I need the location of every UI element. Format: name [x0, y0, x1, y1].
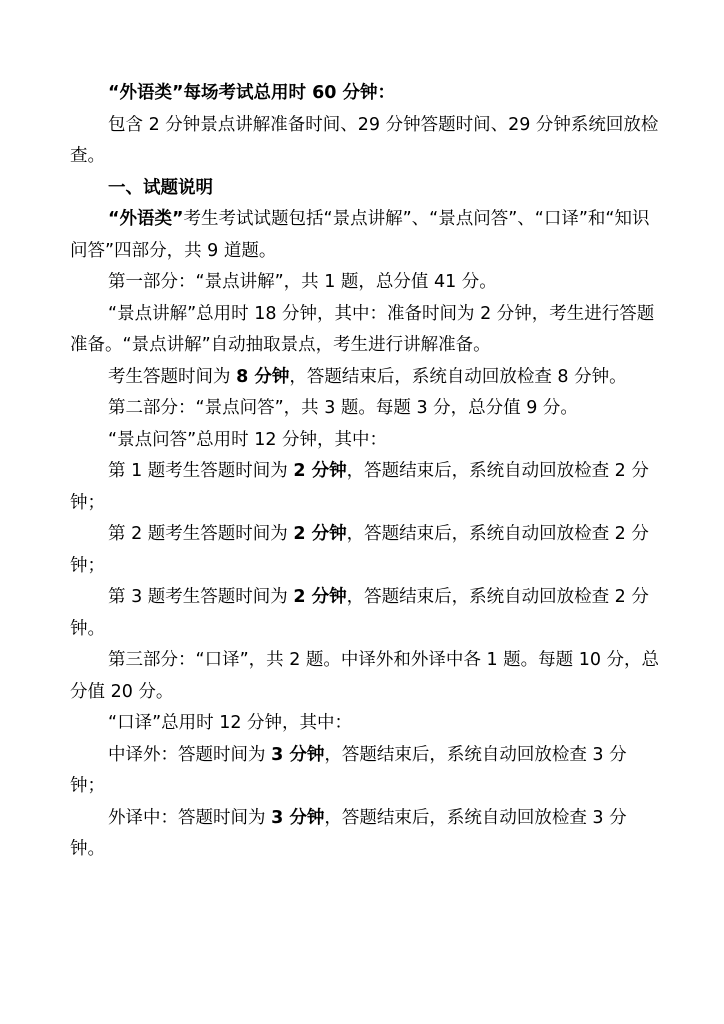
question-1-suffix: ，答题结束后，系统自动回放检查 2 分钟；	[70, 461, 649, 513]
question-2-suffix: ，答题结束后，系统自动回放检查 2 分钟；	[70, 524, 649, 576]
foreign-to-chinese-suffix: ，答题结束后，系统自动回放检查 3 分钟。	[70, 807, 627, 859]
exam-duration-text: “外语类”每场考试总用时 60 分钟：	[108, 83, 396, 103]
part-two-question-2	[70, 519, 660, 582]
question-2-prefix: 第 2 题考生答题时间为	[108, 524, 294, 544]
part-three-chinese-to-foreign	[70, 740, 660, 803]
exam-duration-breakdown-text: 包含 2 分钟景点讲解准备时间、29 分钟答题时间、29 分钟系统回放检查。	[70, 114, 659, 166]
section-heading-question-description	[70, 173, 660, 205]
question-1-time-value: 2 分钟	[293, 461, 347, 481]
part-two-question-3	[70, 582, 660, 645]
part-one-answer-time	[70, 362, 660, 394]
part-one-answer-time-suffix: ，答题结束后，系统自动回放检查 8 分钟。	[289, 366, 627, 387]
part-three-duration	[70, 708, 660, 740]
part-one-answer-time-value: 8 分钟	[236, 366, 290, 387]
part-one-title-text: 第一部分：“景点讲解”，共 1 题，总分值 41 分。	[108, 272, 497, 292]
chinese-to-foreign-prefix: 中译外：答题时间为	[108, 744, 272, 765]
exam-category-label: “外语类”	[108, 209, 184, 229]
section-heading-text: 一、试题说明	[108, 177, 213, 198]
question-2-time-value: 2 分钟	[293, 524, 347, 544]
part-two-question-1	[70, 456, 660, 519]
exam-parts-overview-text: 考生考试试题包括“景点讲解”、“景点问答”、“口译”和“知识问答”四部分，共 9 道题。	[70, 209, 650, 261]
part-two-title	[70, 393, 660, 425]
part-three-foreign-to-chinese	[70, 803, 660, 866]
foreign-to-chinese-time-value: 3 分钟	[271, 807, 325, 828]
chinese-to-foreign-suffix: ，答题结束后，系统自动回放检查 3 分钟；	[70, 744, 627, 796]
exam-duration-breakdown	[70, 110, 660, 173]
part-two-duration	[70, 425, 660, 457]
part-two-title-text: 第二部分：“景点问答”，共 3 题。每题 3 分，总分值 9 分。	[108, 398, 578, 418]
part-one-duration-text: “景点讲解”总用时 18 分钟，其中：准备时间为 2 分钟，考生进行答题准备。“景点讲解”自动抽取景点，考生进行讲解准备。	[70, 303, 655, 355]
question-3-time-value: 2 分钟	[293, 587, 347, 607]
document-body	[70, 78, 660, 866]
exam-duration-heading	[70, 78, 660, 110]
question-3-prefix: 第 3 题考生答题时间为	[108, 587, 294, 607]
foreign-to-chinese-prefix: 外译中：答题时间为	[108, 807, 272, 828]
exam-parts-overview	[70, 204, 660, 267]
part-one-title	[70, 267, 660, 299]
chinese-to-foreign-time-value: 3 分钟	[271, 744, 325, 765]
part-two-duration-text: “景点问答”总用时 12 分钟，其中：	[108, 429, 388, 450]
part-three-duration-text: “口译”总用时 12 分钟，其中：	[108, 713, 353, 733]
part-three-title	[70, 645, 660, 708]
part-one-duration	[70, 299, 660, 362]
question-3-suffix: ，答题结束后，系统自动回放检查 2 分钟。	[70, 587, 649, 639]
part-one-answer-time-prefix: 考生答题时间为	[108, 366, 237, 387]
question-1-prefix: 第 1 题考生答题时间为	[108, 461, 294, 481]
part-three-title-text: 第三部分：“口译”，共 2 题。中译外和外译中各 1 题。每题 10 分，总分值 20 分。	[70, 650, 660, 702]
